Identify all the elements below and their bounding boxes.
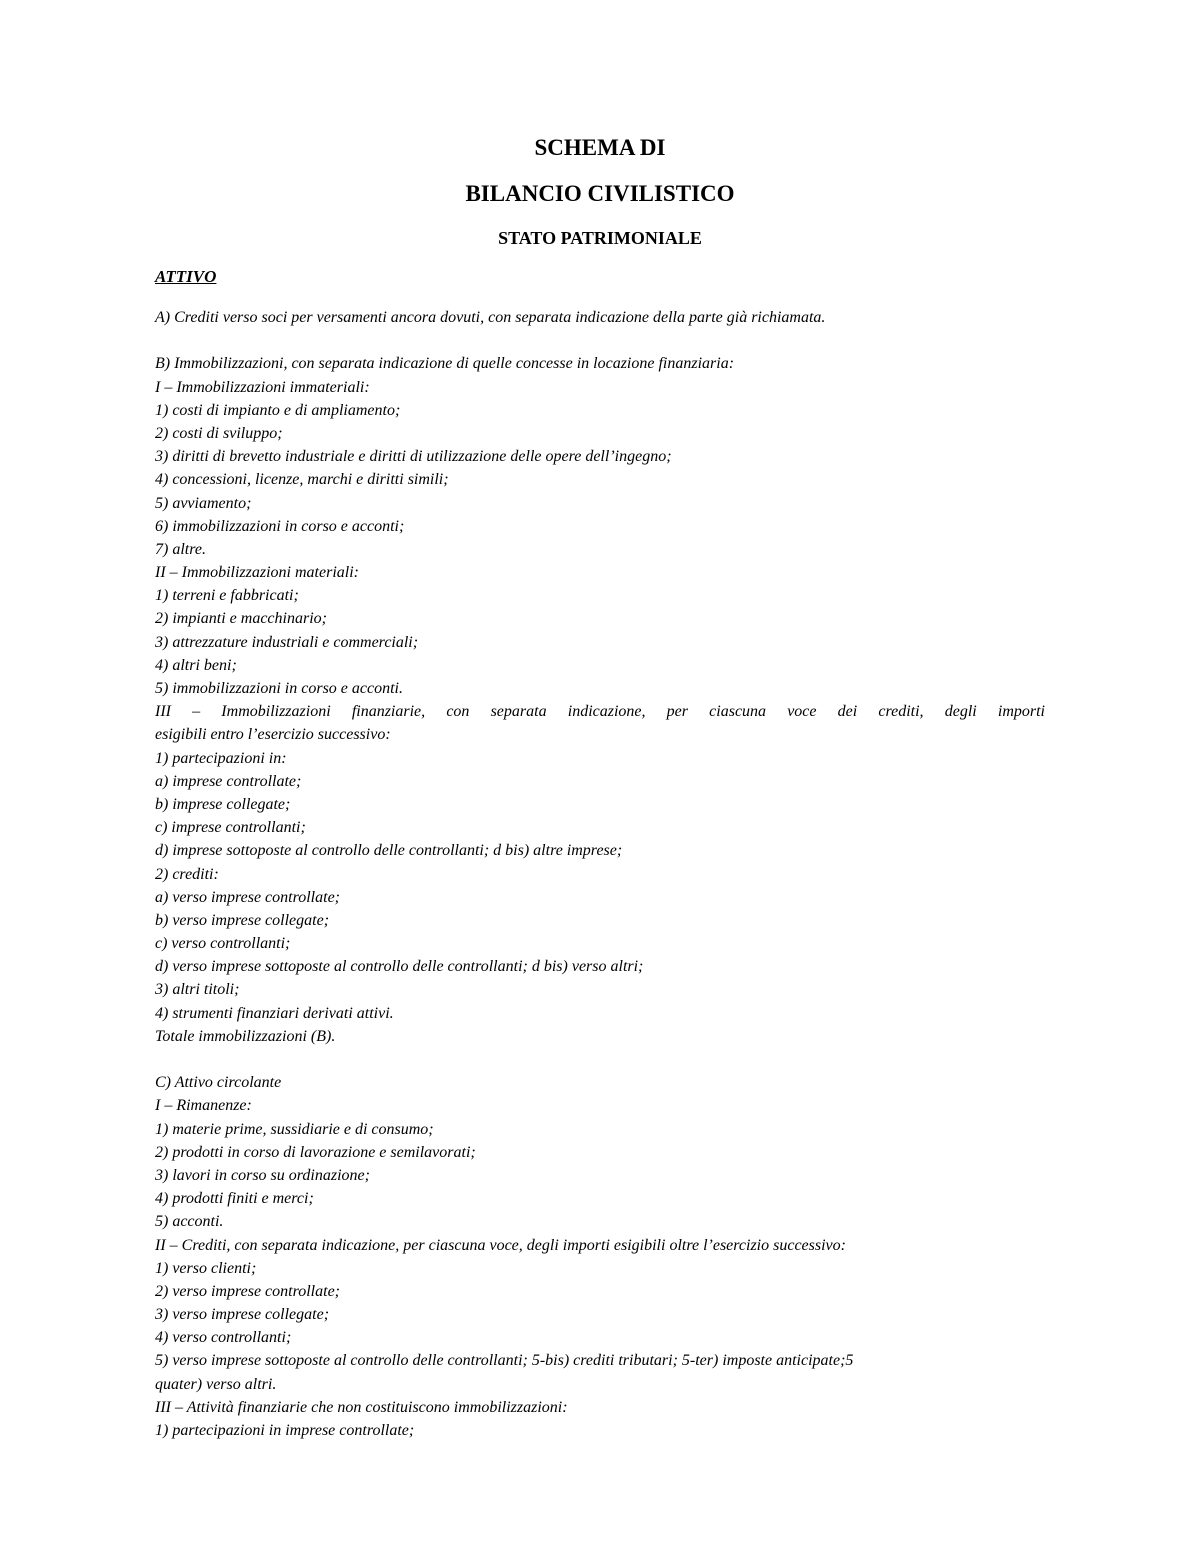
body-line: 1) partecipazioni in imprese controllate; (155, 1422, 415, 1439)
body-line: B) Immobilizzazioni, con separata indicazione di quelle concesse in locazione finanziaria: (155, 355, 735, 373)
document-body (155, 306, 1045, 1442)
body-line: b) verso imprese collegate; (155, 911, 330, 929)
body-line: quater) verso altri. (155, 1375, 277, 1393)
body-line: d) imprese sottoposte al controllo delle controllanti; d bis) altre imprese; (155, 842, 623, 860)
body-line: 5) avviamento; (155, 494, 252, 512)
body-line: 5) verso imprese sottoposte al controllo delle controllanti; 5-bis) crediti tributari; 5-ter) imposte anticipate;5 (155, 1352, 854, 1370)
body-line: 5) acconti. (155, 1213, 224, 1231)
body-line: 3) verso imprese collegate; (155, 1306, 330, 1324)
body-line: c) verso controllanti; (155, 935, 291, 953)
body-line: C) Attivo circolante (155, 1074, 282, 1092)
body-line: 2) costi di sviluppo; (155, 424, 283, 442)
body-line: 2) prodotti in corso di lavorazione e semilavorati; (155, 1143, 476, 1161)
body-line: a) verso imprese controllate; (155, 888, 340, 906)
body-line: c) imprese controllanti; (155, 819, 306, 837)
body-line: 3) diritti di brevetto industriale e diritti di utilizzazione delle opere dell’ingegno; (155, 448, 672, 466)
body-line: esigibili entro l’esercizio successivo: (155, 726, 391, 744)
body-line: A) Crediti verso soci per versamenti ancora dovuti, con separata indicazione della parte già richiamata. (155, 309, 826, 326)
body-line: 6) immobilizzazioni in corso e acconti; (155, 517, 405, 535)
section-heading-attivo: ATTIVO (155, 267, 217, 286)
body-line: III – Immobilizzazioni finanziarie, con separata indicazione, per ciascuna voce dei crediti, degli importi (155, 703, 1045, 721)
body-line: 5) immobilizzazioni in corso e acconti. (155, 680, 403, 697)
body-line: 1) materie prime, sussidiarie e di consumo; (155, 1120, 434, 1138)
body-line: I – Rimanenze: (155, 1097, 252, 1115)
body-line: 4) concessioni, licenze, marchi e diritti simili; (155, 471, 449, 489)
body-line: II – Immobilizzazioni materiali: (155, 564, 359, 582)
body-line: III – Attività finanziarie che non costituiscono immobilizzazioni: (155, 1398, 568, 1416)
body-line: d) verso imprese sottoposte al controllo delle controllanti; d bis) verso altri; (155, 958, 644, 976)
body-line: 2) verso imprese controllate; (155, 1282, 340, 1300)
document-title-line-2: BILANCIO CIVILISTICO (465, 181, 735, 206)
body-line: 4) verso controllanti; (155, 1329, 292, 1347)
body-line: b) imprese collegate; (155, 795, 291, 813)
body-line: 2) impianti e macchinario; (155, 610, 327, 628)
blank-line (155, 329, 1045, 352)
body-line: 1) costi di impianto e di ampliamento; (155, 401, 401, 419)
body-line: I – Immobilizzazioni immateriali: (155, 378, 370, 396)
body-line: 1) terreni e fabbricati; (155, 587, 299, 605)
body-line: 4) altri beni; (155, 656, 237, 674)
body-line: II – Crediti, con separata indicazione, per ciascuna voce, degli importi esigibili oltre l’esercizio successivo: (155, 1236, 846, 1254)
body-line: 1) partecipazioni in: (155, 749, 287, 767)
document-subtitle: STATO PATRIMONIALE (498, 228, 702, 248)
document-title-line-1: SCHEMA DI (534, 135, 666, 160)
body-line: 4) strumenti finanziari derivati attivi. (155, 1004, 394, 1022)
blank-line (155, 1048, 1045, 1071)
body-line: 4) prodotti finiti e merci; (155, 1190, 314, 1208)
body-line: 2) crediti: (155, 865, 219, 883)
body-line: 3) attrezzature industriali e commerciali; (155, 633, 419, 651)
body-line: 3) altri titoli; (155, 981, 240, 999)
body-line: 7) altre. (155, 540, 206, 558)
body-line: 1) verso clienti; (155, 1259, 257, 1277)
body-line: 3) lavori in corso su ordinazione; (155, 1166, 370, 1184)
body-line: Totale immobilizzazioni (B). (155, 1027, 336, 1045)
body-line: a) imprese controllate; (155, 772, 302, 790)
